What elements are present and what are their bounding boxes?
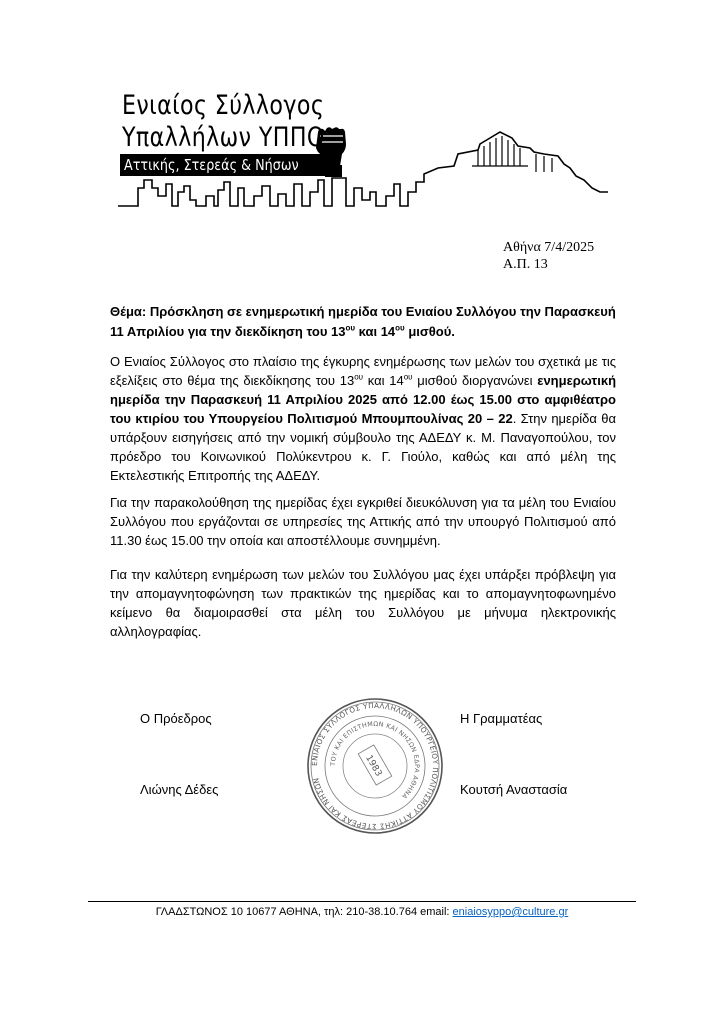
subject-sup-2: ου — [395, 323, 405, 333]
footer-contact — [0, 905, 724, 919]
logo-title-line2: Υπαλλήλων ΥΠΠΟ — [122, 122, 325, 153]
body-paragraph-1 — [110, 352, 616, 485]
logo-title-line1: Ενιαίος Σύλλογος — [122, 90, 325, 121]
stamp-inner-text: ΤΟΥ ΚΑΙ ΕΠΙΣΤΗΜΩΝ ΚΑΙ ΝΗΣΩΝ ΕΔΡΑ ΑΘΗΝΑ — [328, 719, 422, 801]
secretary-title: Η Γραμματέας — [460, 711, 543, 726]
subject-sup-1: ου — [345, 323, 356, 333]
stamp-outer-text: ΕΝΙΑΙΟΣ ΣΥΛΛΟΓΟΣ ΥΠΑΛΛΗΛΩΝ ΥΠΟΥΡΓΕΙΟΥ ΠΟΛΙΤΙΣΜΟΥ ΑΤΤΙΚΗΣ ΣΤΕΡΕΑΣ ΚΑΙ ΝΗΣΩΝ — [309, 700, 441, 832]
logo-region-band — [120, 154, 335, 176]
p1-text-d: . Στην ημερίδα θα υπάρξουν εισηγήσεις από την νομική σύμβουλο της ΑΔΕΔΥ κ. Μ. Παναγοπούλου, τον πρόεδρο του Κοινωνικού Πολύκεντρου κ. Γ. Γιούλο, καθώς και από μέλη της Εκτελεστικής Επιτροπής της ΑΔΕΔΥ. — [110, 411, 616, 483]
p1-text-b: και 14 — [363, 373, 404, 388]
union-logo — [118, 88, 608, 218]
body-paragraph-3: Για την καλύτερη ενημέρωση των μελών του Συλλόγου μας έχει υπάρξει πρόβλεψη για την απομαγνητοφώνηση των πρακτικών της ημερίδας και το απομαγνητοφωνημένο κείμενο θα διαμοιρασθεί στα μέλη του Συλλόγου με μήνυμα ηλεκτρονικής αλληλογραφίας. — [110, 567, 616, 639]
union-seal-stamp-icon — [305, 696, 445, 836]
footer-email-link[interactable]: eniaiosyppo@culture.gr — [452, 906, 569, 918]
body-paragraph-2: Για την παρακολούθηση της ημερίδας έχει εγκριθεί διευκόλυνση για τα μέλη του Ενιαίου Συλλόγου που εργάζονται σε υπηρεσίες της Αττικής από την υπουργό Πολιτισμού από 11.30 έως 15.00 την οποία και αποστέλλουμε συνημμένη. — [110, 495, 616, 548]
president-name: Λιώνης Δέδες — [140, 782, 219, 797]
president-title: Ο Πρόεδρος — [140, 711, 212, 726]
footer-divider — [88, 901, 636, 902]
date-protocol-block — [503, 239, 594, 273]
p1-text-c: μισθού διοργανώνει — [412, 373, 538, 388]
subject-text-2: και 14 — [355, 324, 396, 339]
p1-sup-1: ου — [354, 372, 364, 382]
p1-event-details: ενημερωτική ημερίδα την Παρασκευή 11 Απριλίου 2025 από 12.00 έως 15.00 στο αμφιθέατρο του κτιρίου του Υπουργείου Πολιτισμού Μπουμπουλίνας 20 – 22 — [110, 373, 617, 426]
letter-subject — [110, 302, 616, 342]
p1-text-a: Ο Ενιαίος Σύλλογος στο πλαίσιο της έγκυρης ενημέρωσης των μελών του σχετικά με τις εξελίξεις στο θέμα της διεκδίκησης του 13 — [110, 354, 616, 388]
secretary-name: Κουτσή Αναστασία — [460, 782, 568, 797]
protocol-number: Α.Π. 13 — [503, 257, 548, 272]
subject-text-1: Θέμα: Πρόσκληση σε ενημερωτική ημερίδα του Ενιαίου Συλλόγου την Παρασκευή 11 Απριλίου για την διεκδίκηση του 13 — [110, 304, 616, 339]
p1-sup-2: ου — [403, 372, 413, 382]
subject-text-3: μισθού. — [404, 324, 455, 339]
stamp-year: 1983 — [363, 753, 384, 779]
logo-region-text: Αττικής, Στερεάς & Νήσων — [124, 156, 299, 174]
place-date: Αθήνα 7/4/2025 — [503, 240, 595, 255]
footer-address: ΓΛΑΔΣΤΩΝΟΣ 10 10677 ΑΘΗΝΑ, τηλ: 210-38.10.764 email: — [155, 906, 453, 918]
